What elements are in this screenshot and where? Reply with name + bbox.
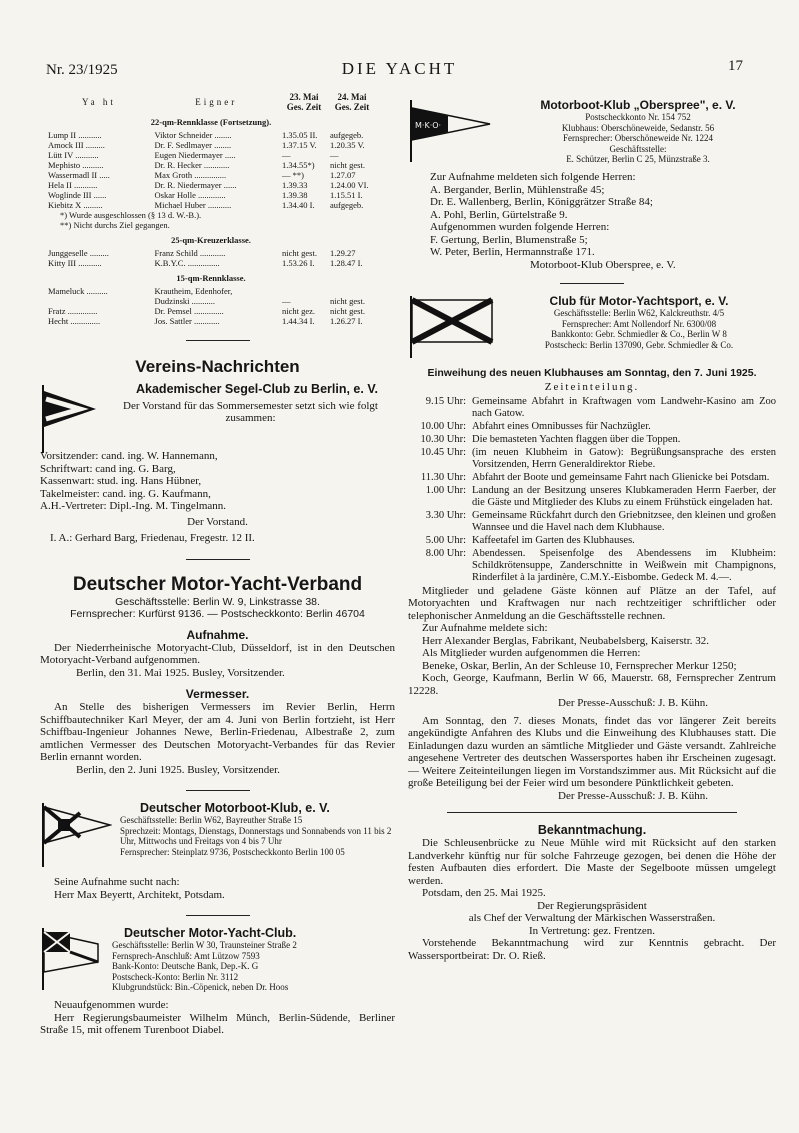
dmyc-line: Geschäftsstelle: Berlin W 30, Traunsteiner Straße 2 — [112, 940, 297, 950]
divider — [186, 915, 250, 916]
right-column — [408, 92, 776, 962]
cmy-line: Fernsprecher: Amt Nollendorf Nr. 6300/08 — [561, 318, 717, 329]
schedule-event: Abfahrt der Boote und gemeinsame Fahrt nach Glienicke bei Potsdam. — [472, 471, 770, 483]
club-mko — [408, 98, 776, 167]
mko-body-line: W. Peter, Berlin, Hermannstraße 171. — [430, 246, 595, 258]
race-class-title: 22-qm-Rennklasse (Fortsetzung). — [150, 117, 272, 127]
asc-board-line: A.H.-Vertreter: Dipl.-Ing. M. Tingelmann. — [40, 500, 227, 512]
club-asc — [40, 383, 395, 458]
dmyc-new: Neuaufgenommen wurde: — [54, 999, 169, 1011]
dmyc-line: Klubgrundstück: Bin.-Cöpenick, neben Dr. Hoos — [112, 982, 289, 992]
race-cell: Lütt IV ........... — [48, 150, 99, 160]
race-cell: — **) — [282, 170, 304, 180]
schedule-event: (im neuen Klubheim in Gatow): Begrüßungsansprache des ersten Vorsitzenden, Herrn Generaldirektor Riebe. — [472, 446, 776, 470]
mko-body-line: Dr. E. Wallenberg, Berlin, Königgrätzer Straße 84; — [430, 196, 653, 208]
mko-body-line: A. Bergander, Berlin, Mühlenstraße 45; — [430, 183, 605, 196]
cmy-schedule-title: Zeiteinteilung. — [544, 381, 640, 393]
cmy-p6: Koch, George, Kaufmann, Berlin W 66, Mauerstr. 68, Fernsprecher Zentrum 12228. — [408, 672, 776, 697]
race-cell: aufgegeb. — [330, 200, 364, 210]
schedule-event: Landung an der Besitzung unseres Klubkameraden Herrn Faerber, der die Gäste und Mitglieder des Klubs zu einem Frühstück eingeladen hat. — [472, 484, 776, 508]
dmc-flag-icon — [40, 801, 112, 872]
schedule-event: Gemeinsame Rückfahrt durch den Griebnitzsee, den kleinen und großen Wannsee und die Havel nach dem Klubhause. — [472, 509, 776, 533]
magazine-title: DIE YACHT — [341, 59, 458, 78]
asc-board-list — [40, 450, 395, 545]
race-results-table — [46, 92, 376, 326]
mko-flag-icon — [408, 98, 492, 167]
dmyc-line: Fernsprech-Anschluß: Amt Lützow 7593 — [112, 950, 260, 961]
divider — [560, 283, 624, 284]
race-cell: 1.37.15 V. — [282, 140, 317, 150]
race-cell: 1.39.33 — [282, 180, 308, 190]
race-cell: Oskar Holle ............. — [154, 190, 226, 200]
mko-body — [408, 171, 776, 271]
asc-board-line: Kassenwart: stud. ing. Hans Hübner, — [40, 475, 202, 487]
cmy-schedule-body — [408, 396, 776, 585]
cmy-line: Geschäftsstelle: Berlin W62, Kalckreuthstr. 4/5 — [553, 308, 725, 318]
race-cell: Franz Schild ............ — [154, 248, 226, 258]
schedule-row — [408, 472, 776, 485]
cmy-schedule — [408, 396, 776, 585]
bekannt-date: Potsdam, den 25. Mai 1925. — [422, 887, 546, 899]
race-row — [46, 286, 376, 296]
race-cell: Dr. R. Hecker ............ — [154, 160, 230, 170]
race-cell: Hela II ........... — [48, 180, 98, 190]
schedule-row — [408, 447, 776, 472]
asc-board-line: Schriftwart: cand ing. G. Barg, — [40, 462, 176, 475]
schedule-event: Abendessen. Speisenfolge des Abendessens im Klubheim: Schildkrötensuppe, Zanderschnitte in Weißwein mit Champignons, Rinderfilet à la jardinère, C.M.Y.-Eisbombe. Gedeck M. 4.—. — [472, 547, 776, 583]
divider — [186, 340, 250, 341]
schedule-row — [408, 421, 776, 434]
race-note: *) Wurde ausgeschlossen (§ 13 d. W.-B.). — [60, 210, 202, 220]
race-cell: — — [282, 150, 291, 160]
cmy-p3: Herr Alexander Berglas, Fabrikant, Neubabelsberg, Kaiserstr. 32. — [422, 634, 710, 647]
bekannt-auth: Der Regierungspräsident — [537, 899, 647, 912]
race-cell: 1.28.47 I. — [330, 258, 363, 268]
race-cell: Woglinde III ...... — [48, 190, 107, 200]
schedule-time: 9.15 Uhr: — [425, 395, 466, 407]
race-cell: Kitty III ........... — [48, 258, 102, 268]
race-row — [46, 190, 376, 200]
cmy-title: Club für Motor-Yachtsport, e. V. — [549, 294, 729, 308]
col-yacht: Ya ht — [82, 97, 116, 107]
race-cell: 1.39.38 — [282, 190, 308, 200]
race-cell: 1.53.26 I. — [282, 258, 315, 268]
race-cell: 1.15.51 I. — [330, 190, 363, 200]
divider — [447, 812, 737, 813]
schedule-time: 10.45 Uhr: — [420, 446, 466, 458]
page-header — [0, 58, 799, 82]
schedule-event: Gemeinsame Abfahrt in Kraftwagen vom Landwehr-Kasino am Zoo nach Gatow. — [472, 395, 776, 419]
schedule-time: 5.00 Uhr: — [425, 534, 466, 546]
schedule-time: 8.00 Uhr: — [425, 547, 466, 559]
club-dmc — [40, 801, 395, 872]
bekannt-text: Die Schleusenbrücke zu Neue Mühle wird mit Rücksicht auf den starken Landverkehr künftig nur für solche Fahrzeuge gezogen, bei denen die Höhe der festen Aufbauten dies erfordert. Die Maste der Segelboote müssen umgelegt werden. — [408, 837, 776, 887]
race-cell: 1.34.55*) — [282, 160, 315, 170]
race-row — [46, 140, 376, 150]
race-cell — [280, 286, 328, 296]
bekannt-title: Bekanntmachung. — [537, 823, 647, 837]
schedule-time: 10.00 Uhr: — [420, 420, 466, 432]
race-class-title: 25-qm-Kreuzerklasse. — [171, 235, 251, 245]
race-cell: nicht gest. — [282, 248, 317, 258]
race-class-title: 15-qm-Rennklasse. — [176, 273, 246, 283]
dmyc-line: Postscheck-Konto: Berlin Nr. 3112 — [112, 971, 239, 982]
col-owner: Eigner — [195, 97, 238, 107]
vermesser-sign: Berlin, den 2. Juni 1925. Busley, Vorsitzender. — [76, 763, 280, 776]
race-cell: Mephisto .......... — [48, 160, 104, 170]
race-cell: nicht gest. — [330, 306, 365, 316]
race-row — [46, 248, 376, 258]
race-row — [46, 160, 376, 170]
col-may23: 23. Mai Ges. Zeit — [286, 92, 322, 112]
race-cell: Wassermadl II ..... — [48, 170, 110, 180]
mko-body-line: Zur Aufnahme meldeten sich folgende Herren: — [430, 171, 636, 183]
issue-number: Nr. 23/1925 — [46, 62, 118, 78]
bekannt-auth: als Chef der Verwaltung der Märkischen Wasserstraßen. — [468, 912, 716, 924]
dmyc-member: Herr Regierungsbaumeister Wilhelm Münch, Berlin-Südende, Berliner Straße 15, mit offenem Turenboot Diabel. — [40, 1011, 395, 1036]
race-cell: — — [282, 296, 291, 306]
asc-ia: I. A.: Gerhard Barg, Friedenau, Fregestr. 12 II. — [50, 532, 255, 544]
page-number: 17 — [728, 58, 743, 74]
race-cell: nicht gest. — [330, 160, 365, 170]
race-class-row — [46, 230, 376, 248]
race-table-body — [46, 112, 376, 326]
race-cell: Dr. F. Sedlmayer ........ — [154, 140, 232, 150]
dmyv-phone: Fernsprecher: Kurfürst 9136. — Postscheckkonto: Berlin 46704 — [70, 607, 365, 620]
cmy-line: Postscheck: Berlin 137090, Gebr. Schmiedler & Co. — [544, 339, 734, 350]
aufnahme-text: Der Niederrheinische Motoryacht-Club, Düsseldorf, ist in den Deutschen Motoryacht-Verband aufgenommen. — [40, 641, 395, 666]
race-cell — [328, 286, 376, 296]
cmy-flag-icon — [408, 294, 494, 363]
divider — [186, 559, 250, 560]
race-cell: Hecht .............. — [48, 316, 101, 326]
cmy-p5: Beneke, Oskar, Berlin, An der Schleuse 10, Fernsprecher Merkur 1250; — [422, 659, 737, 672]
race-cell: 1.24.00 VI. — [330, 180, 369, 190]
schedule-row — [408, 396, 776, 421]
bekannt-auth: In Vertretung: gez. Frentzen. — [529, 924, 655, 937]
race-cell: Amock III ......... — [48, 140, 105, 150]
schedule-row — [408, 535, 776, 548]
race-cell: K.B.Y.C. ............... — [154, 258, 220, 268]
dmc-title: Deutscher Motorboot-Klub, e. V. — [140, 801, 330, 815]
mko-line: Fernsprecher: Oberschöneweide Nr. 1224 — [563, 133, 713, 143]
race-cell: 1.27.07 — [330, 170, 356, 180]
race-table-header — [46, 92, 376, 112]
schedule-event: Kaffeetafel im Garten des Klubhauses. — [472, 534, 635, 546]
vermesser-text: An Stelle des bisherigen Vermessers im Revier Berlin, Herrn Schiffbautechniker Karl Meyer, der am 4. Juni von Berlin fortzieht, ist Herr Schiffbau-Ingenieur Johannes Newe, Berlin-Friedenau, Albestraße 2, zum amtlichen Vermesser des Deutschen Motoryacht-Verbandes für das Revier Berlin ernannt worden. — [40, 701, 395, 763]
race-cell: 1.20.35 V. — [330, 140, 365, 150]
schedule-time: 1.00 Uhr: — [425, 484, 466, 496]
race-cell: Viktor Schneider ........ — [154, 130, 232, 140]
race-row — [46, 316, 376, 326]
race-row — [46, 296, 376, 306]
race-note-row — [46, 210, 376, 220]
race-row — [46, 200, 376, 210]
left-column — [40, 92, 395, 1037]
cmy-p1: Mitglieder und geladene Gäste können auf Plätze an der Tafel, auf Motoryachten und Kraftwagen nur nach rechtzeitiger schriftlicher oder telephonischer Anmeldung an die Geschäftsstelle rechnen. — [408, 584, 776, 622]
asc-board-line: Vorsitzender: cand. ing. W. Hannemann, — [40, 450, 218, 462]
race-cell: Krautheim, Edenhofer, — [154, 286, 233, 296]
vermesser-title: Vermesser. — [185, 687, 250, 701]
race-cell: 1.29.27 — [330, 248, 356, 258]
race-cell: Dudzinski ........... — [154, 296, 215, 306]
asc-flag-icon — [40, 383, 98, 458]
aufnahme-sign: Berlin, den 31. Mai 1925. Busley, Vorsitzender. — [76, 666, 285, 679]
section-title-vereins: Vereins-Nachrichten — [135, 357, 300, 376]
race-cell — [46, 296, 153, 306]
schedule-row — [408, 434, 776, 447]
cmy-p7: Am Sonntag, den 7. dieses Monats, findet das vor längerer Zeit bereits angekündigte Anfahren des Klubs und die Einweihung des Klubhauses statt. Die Einladungen dazu wurden an sämtliche Mitglieder und Gäste versandt. Zahlreiche angesehene Vertreter des deutschen Wassersportes haben ihr Erscheinen zugesagt. — Weitere Zeiteinteilungen liegen im Vorstandszimmer aus. Mit Rücksicht auf die große Beteiligung bei der Feier wird um besondere Pünktlichkeit gebeten. — [408, 714, 776, 789]
race-cell: Eugen Niedermayer ..... — [154, 150, 236, 160]
dmyc-flag-icon — [40, 926, 104, 995]
race-cell: 1.44.34 I. — [282, 316, 315, 326]
dmyc-title: Deutscher Motor-Yacht-Club. — [124, 926, 297, 940]
race-cell: 1.35.05 II. — [282, 130, 318, 140]
race-cell: Jos. Sattler ............ — [154, 316, 220, 326]
dmyv-title: Deutscher Motor-Yacht-Verband — [72, 573, 363, 595]
race-row — [46, 180, 376, 190]
race-cell: Kiebitz X ......... — [48, 200, 103, 210]
mko-info — [500, 98, 776, 167]
mko-body-line: A. Pohl, Berlin, Gürtelstraße 9. — [430, 208, 568, 221]
mko-line: Klubhaus: Oberschöneweide, Sedanstr. 56 — [561, 122, 715, 133]
cmy-line: Bankkonto: Gebr. Schmiedler & Co., Berlin W 8 — [551, 329, 727, 339]
schedule-row — [408, 485, 776, 510]
dmc-info — [120, 801, 395, 872]
asc-title: Akademischer Segel-Club zu Berlin, e. V. — [136, 382, 378, 396]
cmy-p2: Zur Aufnahme meldete sich: — [422, 622, 548, 634]
col-may24: 24. Mai Ges. Zeit — [334, 92, 370, 112]
race-cell: Junggeselle ......... — [48, 248, 109, 258]
race-row — [46, 130, 376, 140]
dmc-member: Herr Max Beyertt, Architekt, Potsdam. — [54, 888, 225, 901]
dmyv-office: Geschäftsstelle: Berlin W. 9, Linkstrasse 38. — [115, 595, 320, 608]
mko-line: E. Schützer, Berlin C 25, Münzstraße 3. — [566, 154, 710, 164]
mko-line: Postscheckkonto Nr. 154 752 — [585, 112, 691, 122]
schedule-row — [408, 548, 776, 585]
race-row — [46, 150, 376, 160]
race-cell: 1.26.27 I. — [330, 316, 363, 326]
race-class-row — [46, 268, 376, 286]
asc-board-line: Takelmeister: cand. ing. G. Kaufmann, — [40, 487, 211, 500]
club-cmy — [408, 294, 776, 363]
club-dmyc — [40, 926, 395, 995]
race-cell: nicht gest. — [330, 296, 365, 306]
mko-body-line: F. Gertung, Berlin, Blumenstraße 5; — [430, 233, 588, 246]
dmyc-info — [112, 926, 395, 995]
mko-title: Motorboot-Klub „Oberspree", e. V. — [540, 98, 736, 112]
race-note: **) Nicht durchs Ziel gegangen. — [60, 220, 170, 230]
cmy-p4: Als Mitglieder wurden aufgenommen die Herren: — [422, 647, 641, 659]
race-row — [46, 306, 376, 316]
asc-info — [106, 383, 395, 458]
race-row — [46, 170, 376, 180]
mko-flag-text: M·K·O· — [415, 121, 442, 130]
asc-intro: Der Vorstand für das Sommersemester setzt sich wie folgt zusammen: — [123, 399, 378, 424]
schedule-event: Die bemasteten Yachten flaggen über die Toppen. — [472, 433, 681, 445]
mko-body-line: Aufgenommen wurden folgende Herren: — [430, 221, 610, 233]
schedule-time: 11.30 Uhr: — [420, 471, 466, 483]
schedule-time: 10.30 Uhr: — [420, 433, 466, 445]
race-cell: Dr. R. Niedermayer ...... — [154, 180, 237, 190]
race-cell: 1.34.40 I. — [282, 200, 315, 210]
cmy-info — [502, 294, 776, 363]
bekannt-final: Vorstehende Bekanntmachung wird zur Kenntnis gebracht. Der Wassersportbeirat: Dr. O. Rieß. — [408, 937, 776, 962]
race-note-row — [46, 220, 376, 230]
race-row — [46, 258, 376, 268]
asc-sign: Der Vorstand. — [187, 515, 248, 528]
race-cell: Michael Huber ........... — [154, 200, 232, 210]
race-cell: Fratz .............. — [48, 306, 98, 316]
mko-line: Geschäftsstelle: — [609, 143, 667, 154]
race-class-row — [46, 112, 376, 130]
schedule-row — [408, 510, 776, 535]
race-cell: nicht gez. — [282, 306, 316, 316]
dmc-apply: Seine Aufnahme sucht nach: — [54, 876, 180, 888]
race-cell: Mameluck .......... — [48, 286, 108, 296]
dmc-office: Geschäftsstelle: Berlin W62, Bayreuther Straße 15 — [120, 815, 303, 825]
schedule-time: 3.30 Uhr: — [425, 509, 466, 521]
cmy-sign2: Der Presse-Ausschuß: J. B. Kühn. — [558, 789, 709, 802]
mko-sign: Motorboot-Klub Oberspree, e. V. — [530, 258, 676, 271]
cmy-headline: Einweihung des neuen Klubhauses am Sonntag, den 7. Juni 1925. — [427, 367, 757, 379]
race-cell: Dr. Pemsel .............. — [154, 306, 224, 316]
dmc-hours: Sprechzeit: Montags, Dienstags, Donnerstags und Sonnabends von 11 bis 2 Uhr, Mittwochs und Freitags von 4 bis 7 Uhr — [120, 825, 392, 846]
dmyc-line: Bank-Konto: Deutsche Bank, Dep.-K. G — [112, 961, 259, 971]
dmc-phone: Fernsprecher: Steinplatz 9736, Postscheckkonto Berlin 100 05 — [120, 846, 345, 857]
divider — [186, 790, 250, 791]
cmy-sign1: Der Presse-Ausschuß: J. B. Kühn. — [558, 697, 709, 709]
schedule-event: Abfahrt eines Omnibusses für Nachzügler. — [472, 420, 651, 432]
race-cell: Max Groth ............... — [154, 170, 227, 180]
race-cell: Lump II ........... — [48, 130, 102, 140]
aufnahme-title: Aufnahme. — [186, 627, 249, 642]
race-cell: aufgegeb. — [330, 130, 364, 140]
race-cell: — — [330, 150, 339, 160]
